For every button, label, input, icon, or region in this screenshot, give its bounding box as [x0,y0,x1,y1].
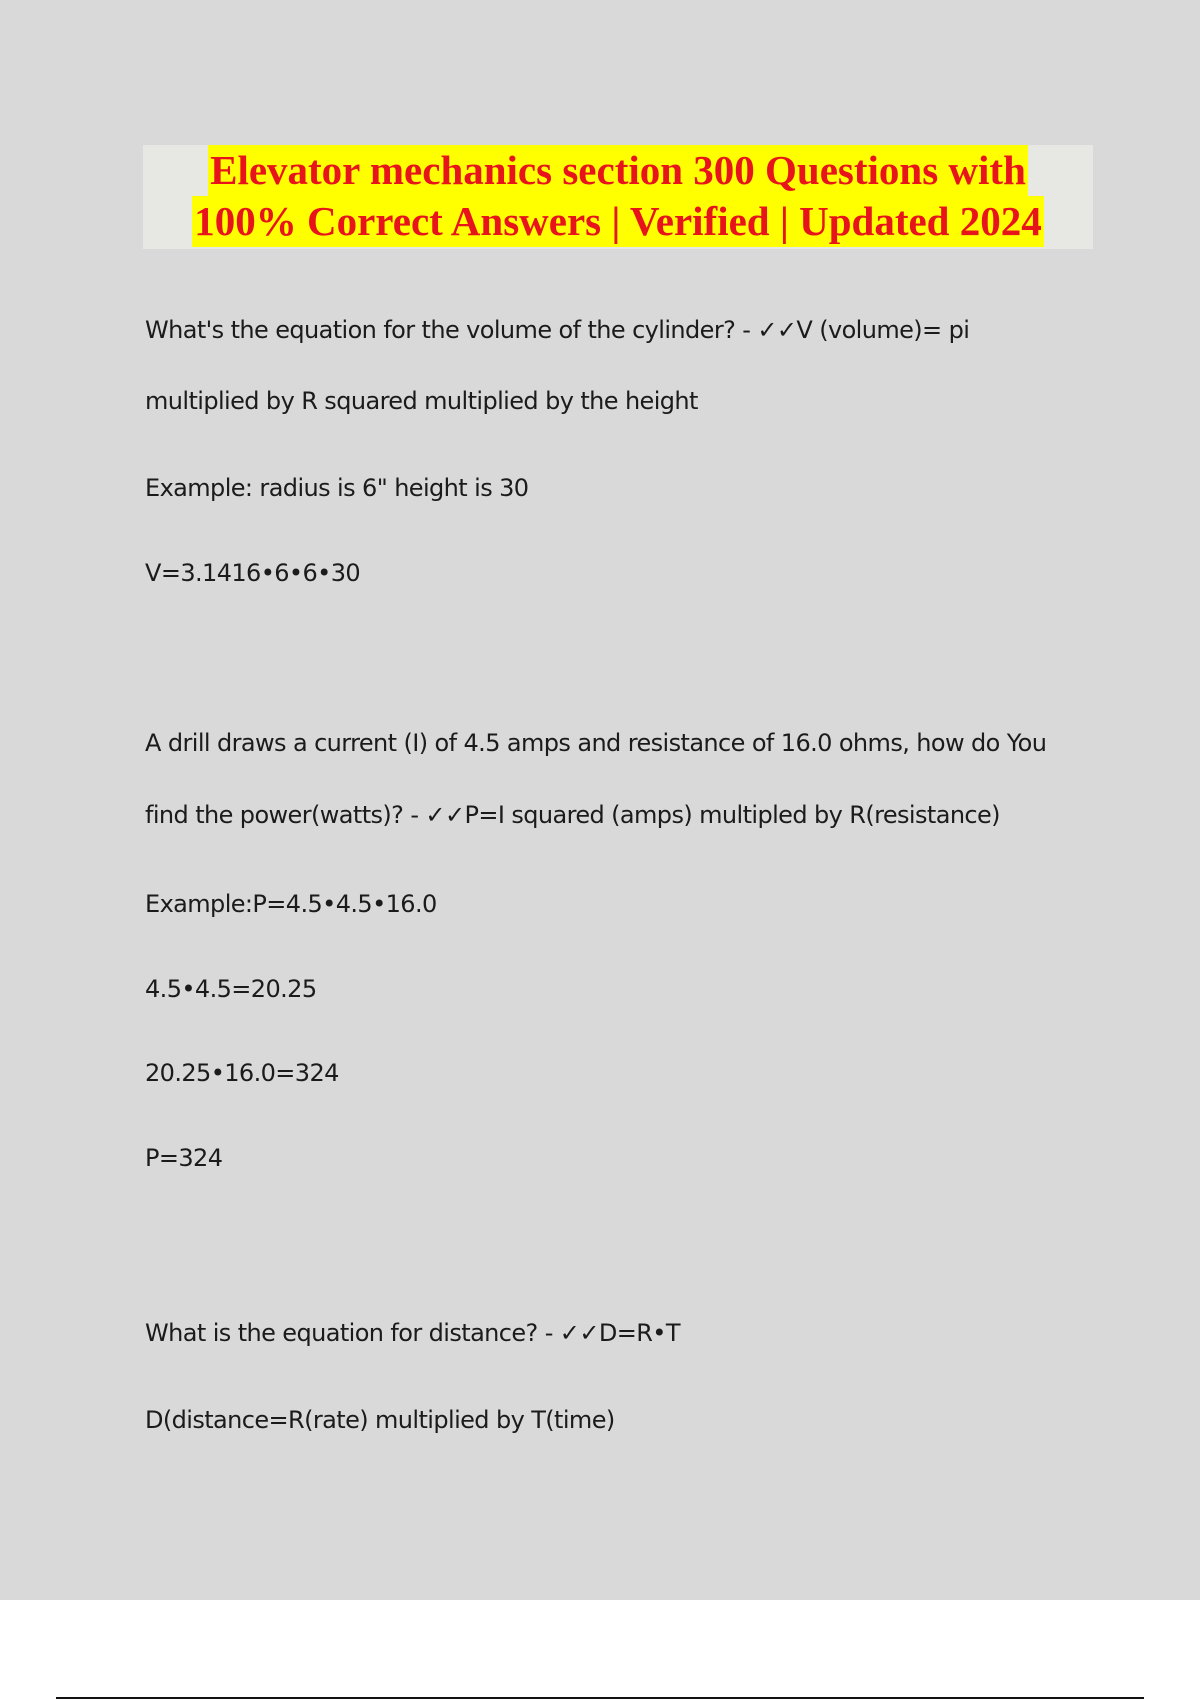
footer-rule [56,1697,1144,1699]
question-3-line-2: D(distance=R(rate) multiplied by T(time) [145,1406,615,1434]
title-line-2: 100% Correct Answers | Verified | Updated 2024 [192,196,1044,247]
question-2-line-6: P=324 [145,1144,223,1172]
title-line-1: Elevator mechanics section 300 Questions with [208,145,1028,196]
document-title [143,145,1093,249]
question-2-line-1: A drill draws a current (I) of 4.5 amps and resistance of 16.0 ohms, how do You [145,729,1047,757]
question-1-line-4: V=3.1416•6•6•30 [145,559,361,587]
question-2-line-4: 4.5•4.5=20.25 [145,975,317,1003]
question-2-line-5: 20.25•16.0=324 [145,1059,339,1087]
question-1-line-3: Example: radius is 6" height is 30 [145,474,529,502]
question-1-line-2: multiplied by R squared multiplied by the height [145,387,698,415]
question-2-line-2: find the power(watts)? - ✓✓P=I squared (amps) multipled by R(resistance) [145,801,1000,829]
question-3-line-1: What is the equation for distance? - ✓✓D=R•T [145,1319,680,1347]
question-1-line-1: What's the equation for the volume of the cylinder? - ✓✓V (volume)= pi [145,316,970,344]
question-2-line-3: Example:P=4.5•4.5•16.0 [145,890,437,918]
